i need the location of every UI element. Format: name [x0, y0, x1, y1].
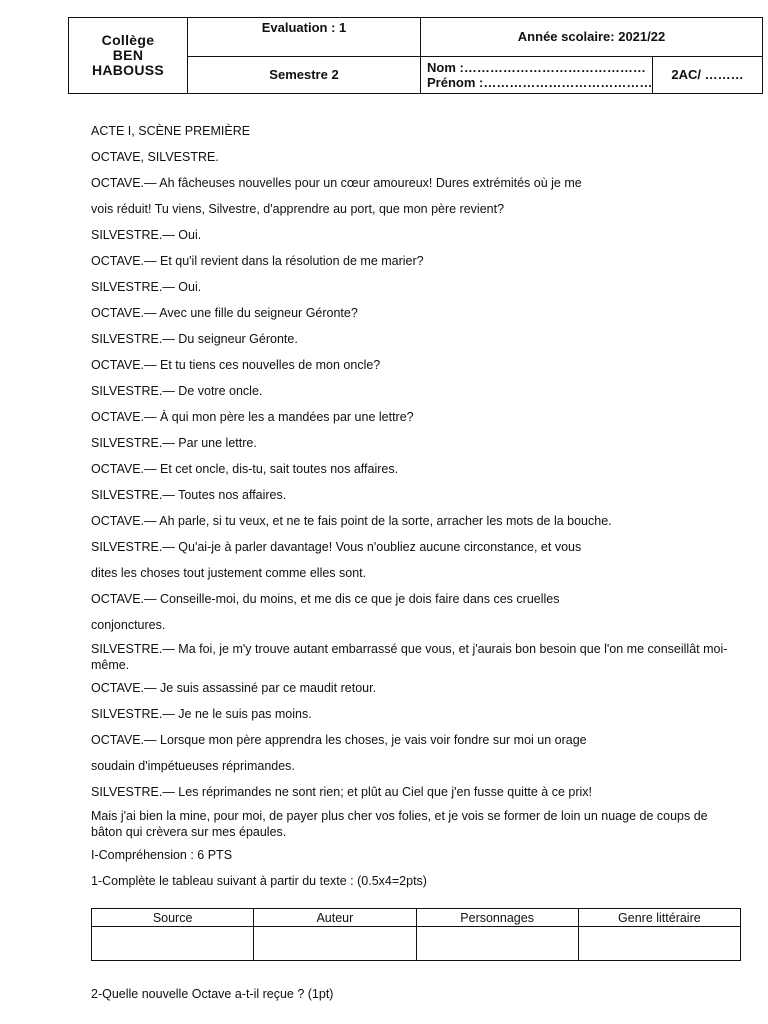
text-line: OCTAVE.— Avec une fille du seigneur Géronte? [91, 306, 358, 320]
text-line: OCTAVE.— Je suis assassiné par ce maudit retour. [91, 681, 377, 695]
text-line: OCTAVE.— Ah fâcheuses nouvelles pour un cœur amoureux! Dures extrémités où je me [91, 176, 582, 190]
table-header-personnages: Personnages [416, 909, 578, 927]
answer-cell-source[interactable] [92, 927, 254, 961]
text-line: SILVESTRE.— Les réprimandes ne sont rien; et plût au Ciel que j'en fusse quitte à ce prix! [91, 785, 593, 799]
text-line: dites les choses tout justement comme elles sont. [91, 566, 367, 580]
text-line: SILVESTRE.— Je ne le suis pas moins. [91, 707, 312, 721]
school-line-2: BEN [112, 47, 144, 63]
text-line: conjonctures. [91, 618, 166, 632]
question-1: 1-Complète le tableau suivant à partir du texte : (0.5x4=2pts) [91, 874, 427, 888]
table-header-genre: Genre littéraire [578, 909, 740, 927]
answer-cell-auteur[interactable] [254, 927, 416, 961]
text-line: soudain d'impétueuses réprimandes. [91, 759, 295, 773]
table-header-source: Source [92, 909, 254, 927]
text-paragraph: Mais j'ai bien la mine, pour moi, de payer plus cher vos folies, et je vois se former de loin un nuage de coups de bâton qui crèvera sur mes épaules. [91, 809, 708, 839]
semester-label: Semestre 2 [188, 56, 421, 94]
text-line: SILVESTRE.— Oui. [91, 228, 202, 242]
prenom-field: Prénom :………………………………… [427, 74, 652, 90]
text-line: OCTAVE.— Et qu'il revient dans la résolution de me marier? [91, 254, 424, 268]
answer-table [91, 908, 741, 961]
text-line: OCTAVE.— Conseille-moi, du moins, et me dis ce que je dois faire dans ces cruelles [91, 592, 560, 606]
text-line: ACTE I, SCÈNE PREMIÈRE [91, 124, 251, 138]
text-line: OCTAVE.— Ah parle, si tu veux, et ne te fais point de la sorte, arracher les mots de la bouche. [91, 514, 612, 528]
text-line: vois réduit! Tu viens, Silvestre, d'apprendre au port, que mon père revient? [91, 202, 505, 216]
text-line: OCTAVE.— Lorsque mon père apprendra les choses, je vais voir fondre sur moi un orage [91, 733, 587, 747]
text-line: SILVESTRE.— Oui. [91, 280, 202, 294]
answer-cell-personnages[interactable] [416, 927, 578, 961]
text-body [91, 118, 741, 894]
school-name [69, 18, 188, 94]
school-year: Année scolaire: 2021/22 [421, 18, 763, 57]
text-line: SILVESTRE.— De votre oncle. [91, 384, 263, 398]
text-line: SILVESTRE.— Du seigneur Géronte. [91, 332, 298, 346]
evaluation-label: Evaluation : 1 [188, 18, 421, 57]
school-line-3: HABOUSS [91, 62, 165, 78]
text-paragraph: SILVESTRE.— Ma foi, je m'y trouve autant embarrassé que vous, et j'aurais bon besoin que l'on me conseillât moi-même. [91, 642, 728, 672]
text-line: OCTAVE, SILVESTRE. [91, 150, 219, 164]
text-line: OCTAVE.— À qui mon père les a mandées par une lettre? [91, 410, 414, 424]
text-line: SILVESTRE.— Toutes nos affaires. [91, 488, 287, 502]
class-field: 2AC/ ……… [653, 56, 763, 94]
text-line: SILVESTRE.— Par une lettre. [91, 436, 257, 450]
question-2: 2-Quelle nouvelle Octave a-t-il reçue ? (1pt) [91, 987, 334, 1001]
nom-field: Nom :…………………………………… [427, 59, 646, 75]
answer-cell-genre[interactable] [578, 927, 740, 961]
text-line: OCTAVE.— Et tu tiens ces nouvelles de mon oncle? [91, 358, 381, 372]
text-line: OCTAVE.— Et cet oncle, dis-tu, sait toutes nos affaires. [91, 462, 399, 476]
text-line: SILVESTRE.— Qu'ai-je à parler davantage! Vous n'oubliez aucune circonstance, et vous [91, 540, 582, 554]
student-name-fields [421, 56, 653, 94]
school-line-1: Collège [101, 32, 155, 48]
table-header-auteur: Auteur [254, 909, 416, 927]
section-heading: I-Compréhension : 6 PTS [91, 848, 233, 862]
header-table [68, 17, 763, 94]
